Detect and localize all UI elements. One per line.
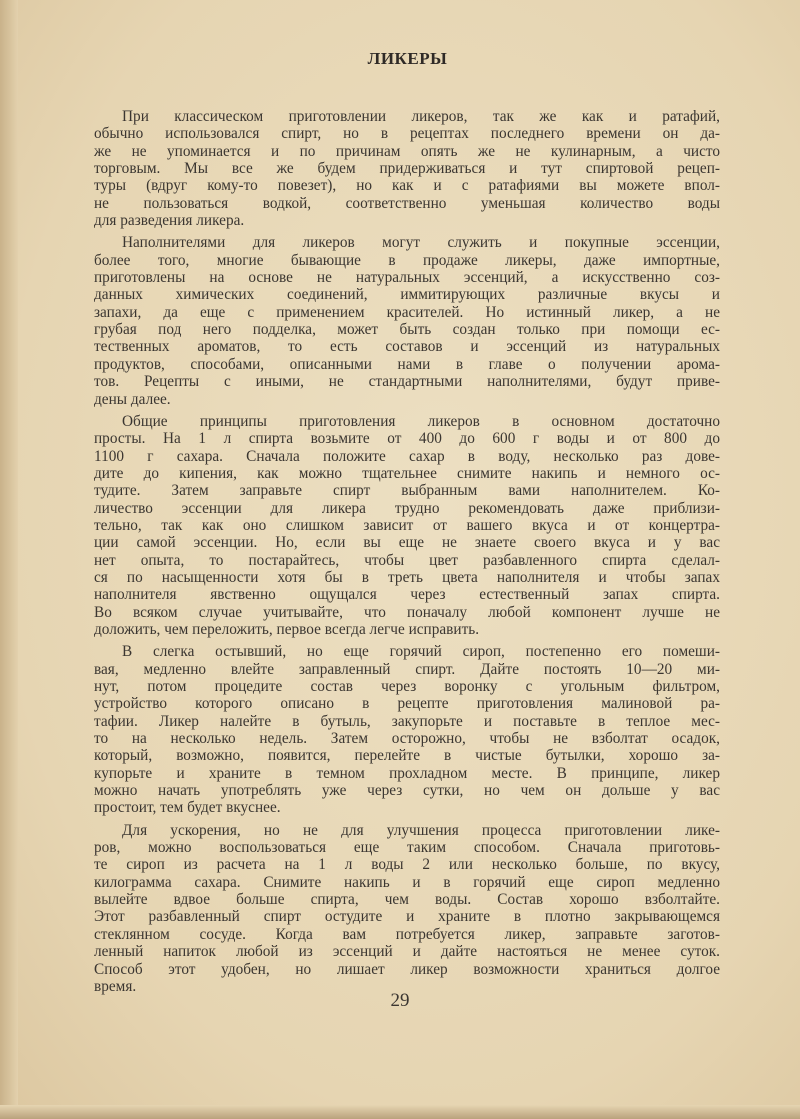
- text-line: нет опыта, то постарайтесь, чтобы цвет разбавленного спирта сделал-: [94, 551, 720, 569]
- text-line: для разведения ликера.: [94, 212, 245, 230]
- text-line: можно начать употреблять уже через сутки, но чем он дольше у вас: [94, 782, 720, 800]
- paragraph: [94, 234, 720, 407]
- text-line: Способ этот удобен, но лишает ликер возможности храниться долгое: [94, 960, 720, 978]
- text-line: то на несколько недель. Затем осторожно, чтобы не взболтат осадок,: [94, 730, 720, 748]
- text-line: вылейте вдвое больше спирта, чем воды. Состав хорошо взболтайте.: [94, 891, 720, 909]
- text-line: наполнителя явственно ощущался через естественный запах спирта.: [94, 586, 720, 604]
- text-line: время.: [94, 977, 137, 995]
- text-line: При классическом приготовлении ликеров, так же как и ратафий,: [122, 108, 720, 125]
- text-line: данных химических соединений, иммитирующих различные вкусы и: [94, 286, 720, 304]
- text-line: тов. Рецепты с иными, не стандартными наполнителями, будут приве-: [94, 373, 720, 391]
- text-line: личество эссенции для ликера трудно рекомендовать даже приблизи-: [94, 499, 720, 517]
- text-line: запахи, да еще с применением красителей. Но истинный ликер, а не: [94, 303, 720, 321]
- text-line: 1100 г сахара. Сначала положите сахар в воду, несколько раз дове-: [94, 447, 720, 465]
- text-line: купорьте и храните в темном прохладном месте. В принципе, ликер: [94, 764, 720, 782]
- text-line: стеклянном сосуде. Когда вам потребуется ликер, заправьте заготов-: [94, 925, 720, 943]
- text-line: ся по насыщенности хотя бы в треть цвета наполнителя и чтобы запах: [94, 568, 720, 586]
- text-line: Наполнителями для ликеров могут служить и покупные эссенции,: [122, 234, 720, 252]
- text-line: те сироп из расчета на 1 л воды 2 или несколько больше, по вкусу,: [94, 856, 720, 874]
- text-line: продуктов, способами, описанными нами в главе о получении арома-: [94, 355, 720, 373]
- text-line: просты. На 1 л спирта возьмите от 400 до 600 г воды и от 800 до: [94, 430, 720, 448]
- text-line: же не упоминается и по причинам опять же не кулинарным, а чисто: [94, 142, 720, 160]
- text-line: тественных ароматов, то есть составов и эссенций из натуральных: [94, 338, 720, 356]
- text-line: ленный напиток любой из эссенций и дайте настояться не менее суток.: [94, 943, 720, 961]
- text-line: вая, медленно влейте заправленный спирт. Дайте постоять 10—20 ми-: [94, 660, 720, 678]
- text-line: Этот разбавленный спирт остудите и храните в плотно закрывающемся: [94, 908, 720, 926]
- text-line: простоит, тем будет вкуснее.: [94, 799, 281, 817]
- text-line: ции самой эссенции. Но, если вы еще не знаете своего вкуса и у вас: [94, 534, 720, 552]
- page-number: 29: [390, 990, 410, 1011]
- text-line: Во всяком случае учитывайте, что поначалу любой компонент лучше не: [94, 603, 720, 621]
- text-line: приготовлены на основе не натуральных эссенций, а искусственно соз-: [94, 269, 720, 287]
- text-line: обычно использовался спирт, но в рецептах последнего времени он да-: [94, 125, 720, 143]
- paragraph: [94, 108, 720, 229]
- text-line: тудите. Затем заправьте спирт выбранным вами наполнителем. Ко-: [94, 482, 720, 500]
- text-line: устройство которого описано в рецепте приготовления малиновой ра-: [94, 695, 720, 713]
- text-line: доложить, чем переложить, первое всегда легче исправить.: [94, 620, 480, 638]
- text-line: торговым. Мы все же будем придерживаться и тут спиртовой рецеп-: [94, 160, 720, 178]
- text-line: дите до кипения, как можно тщательнее снимите накипь и немного ос-: [94, 464, 720, 482]
- text-line: грубая под него подделка, может быть создан только при помощи ес-: [94, 321, 720, 339]
- text-line: который, возможно, появится, перелейте в чистые бутылки, хорошо за-: [94, 747, 720, 765]
- text-line: дены далее.: [94, 390, 171, 408]
- text-line: В слегка остывший, но еще горячий сироп, постепенно его помеши-: [122, 643, 720, 661]
- text-line: Для ускорения, но не для улучшения процесса приготовлении лике-: [122, 821, 720, 839]
- text-line: килограмма сахара. Снимите накипь и в горячий еще сироп медленно: [94, 873, 720, 891]
- chapter-title: ЛИКЕРЫ: [367, 49, 448, 68]
- text-line: туры (вдруг кому-то повезет), но как и с ратафиями вы можете впол-: [94, 177, 720, 195]
- text-line: более того, многие бывающие в продаже ликеры, даже импортные,: [94, 251, 720, 269]
- text-line: тельно, так как оно слишком зависит от вашего вкуса и от концертра-: [94, 516, 720, 534]
- page-bottom-edge: [0, 1105, 800, 1119]
- text-line: ров, можно воспользоваться еще таким способом. Сначала приготовь-: [94, 839, 720, 857]
- text-line: Общие принципы приготовления ликеров в основном достаточно: [122, 412, 720, 430]
- paragraph: [94, 643, 720, 816]
- paragraph: [94, 822, 720, 995]
- body-text: [94, 108, 720, 1000]
- paragraph: [94, 413, 720, 638]
- binding-edge: [0, 0, 18, 1119]
- text-line: не пользоваться водкой, соответственно уменьшая количество воды: [94, 194, 720, 212]
- text-line: нут, потом процедите состав через воронку с угольным фильтром,: [94, 678, 720, 695]
- text-line: тафии. Ликер налейте в бутыль, закупорьте и поставьте в теплое мес-: [94, 712, 720, 730]
